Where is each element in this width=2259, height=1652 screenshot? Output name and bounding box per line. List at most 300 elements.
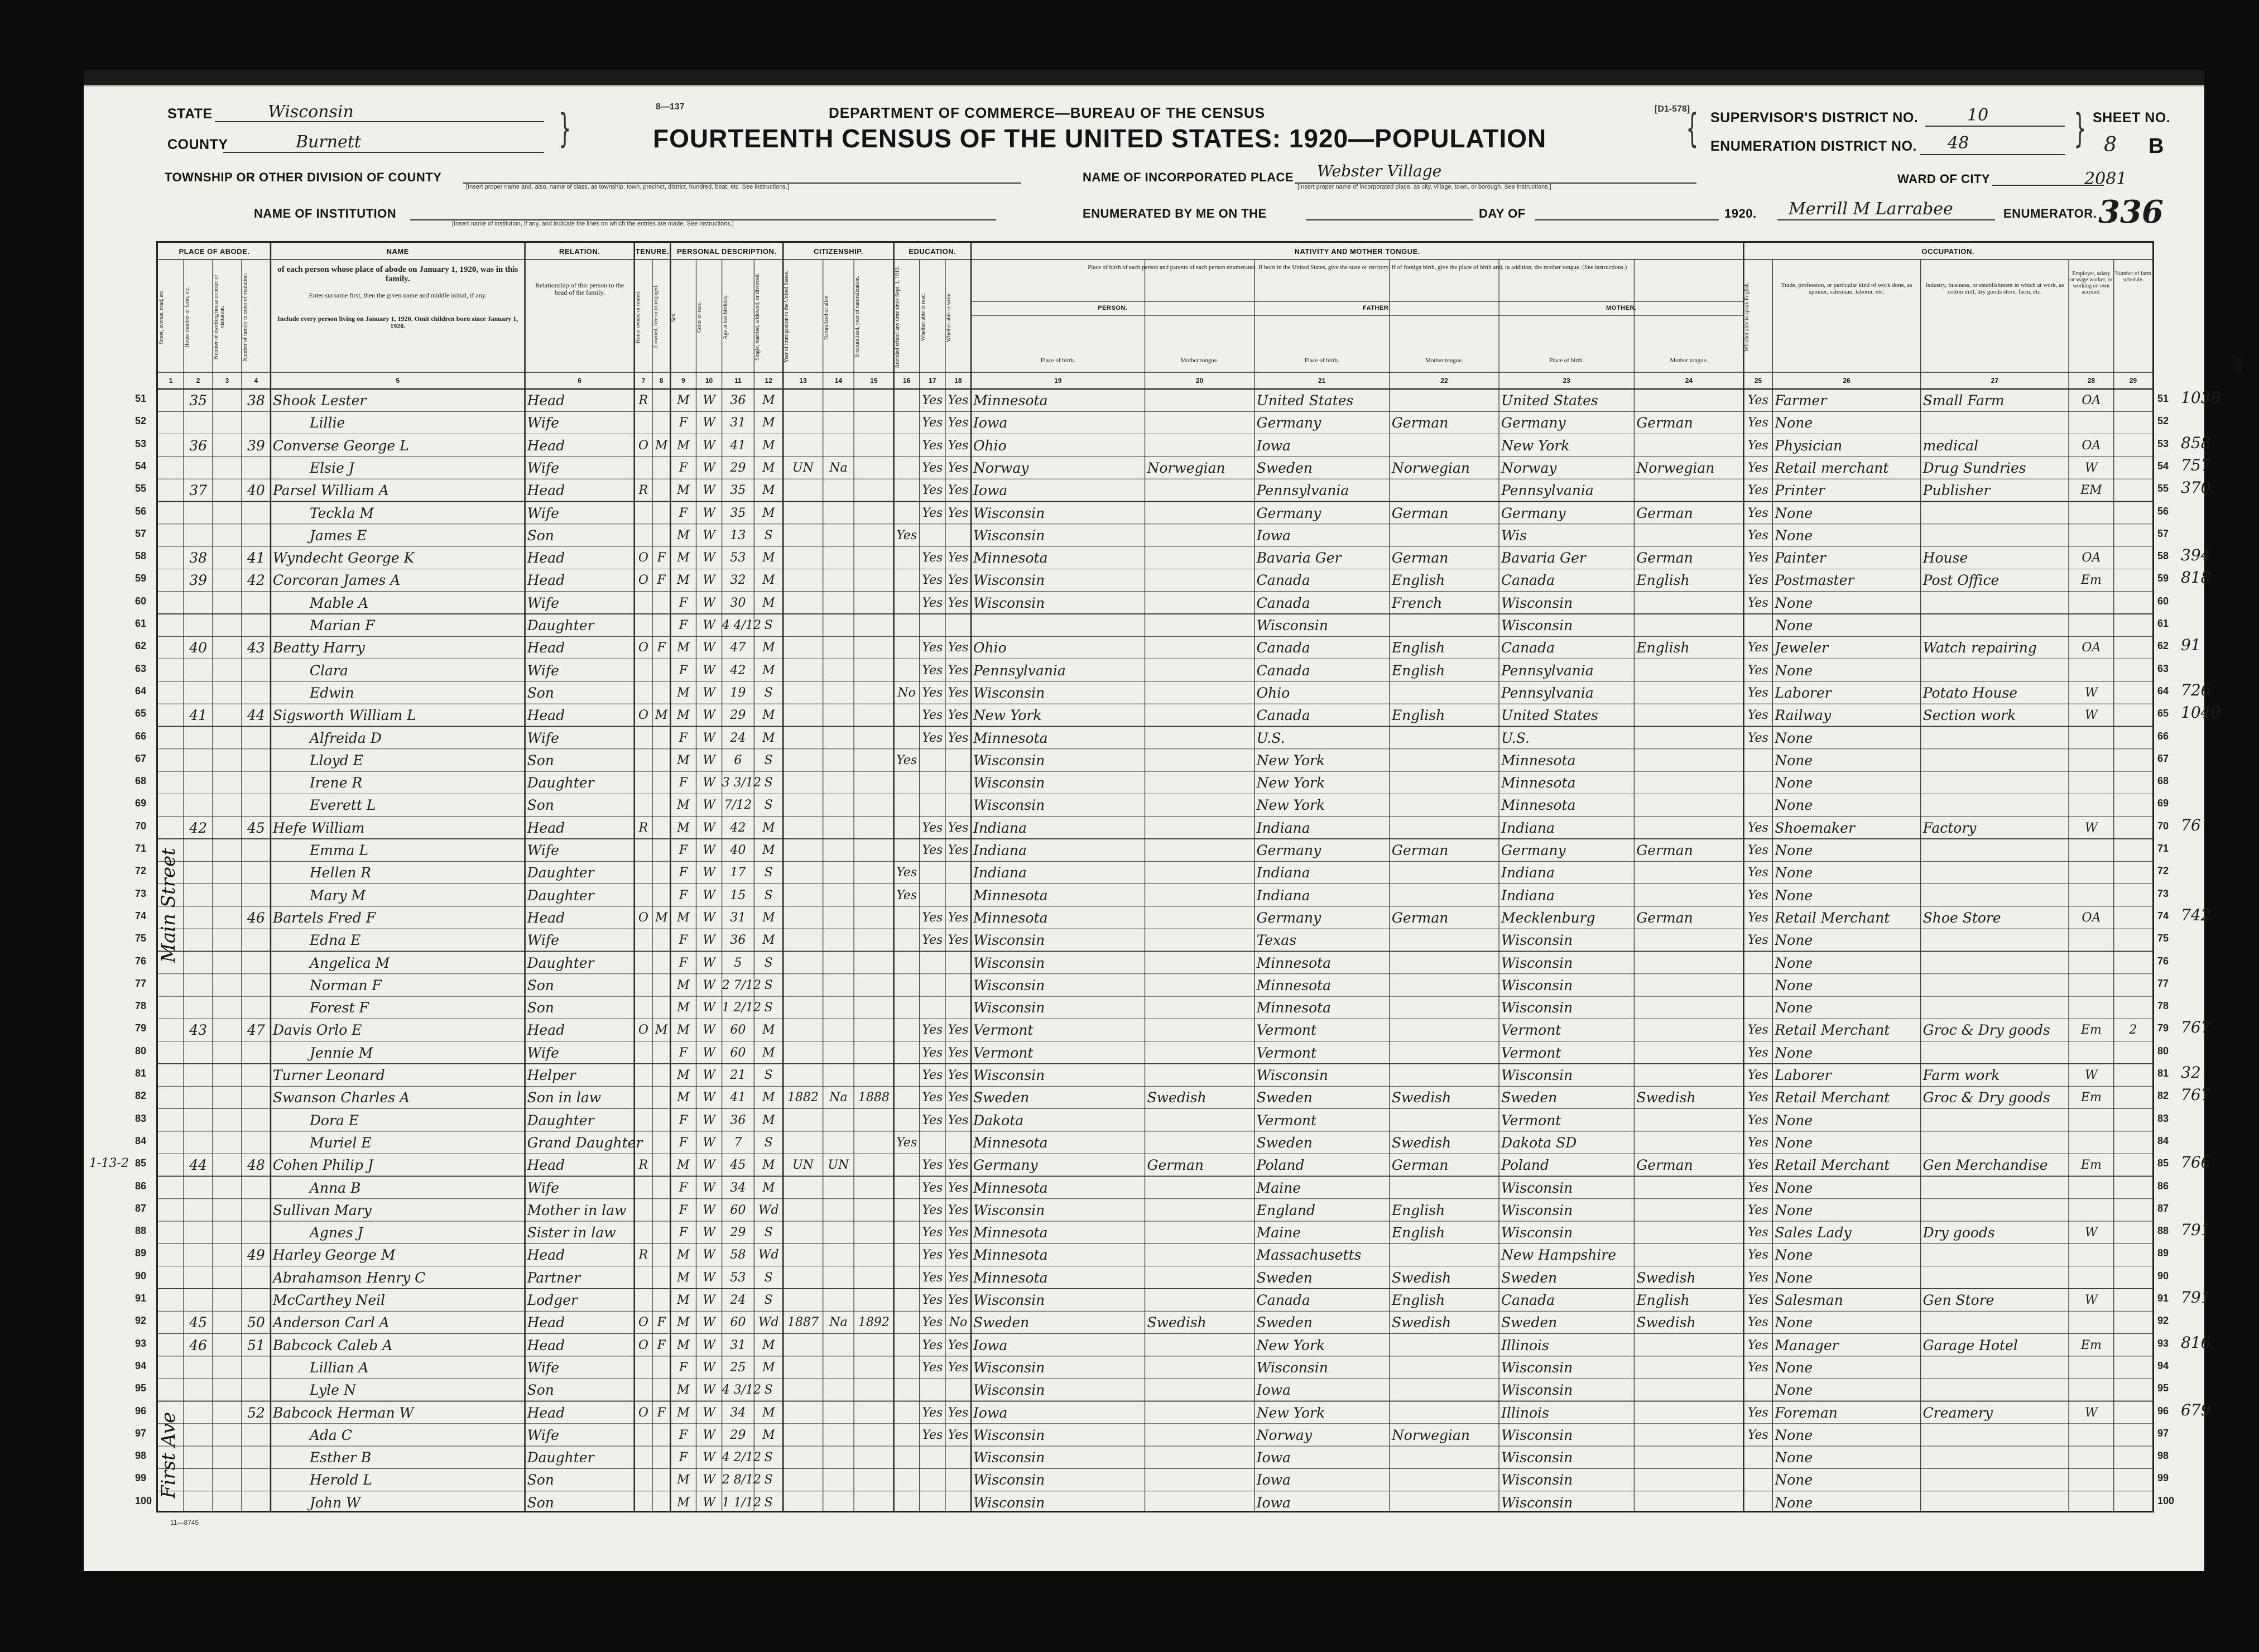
cell-age: 4 3/12 — [722, 1383, 761, 1398]
table-row — [158, 411, 2152, 434]
cell-eng — [1743, 1491, 1772, 1514]
cell-write — [945, 1131, 971, 1154]
cell-imm — [783, 1176, 823, 1199]
ed-label: ENUMERATION DISTRICT NO. — [1710, 138, 1917, 154]
cell-ftongue: German — [1391, 505, 1449, 521]
cell-ms: S — [764, 955, 773, 970]
margin-number: 726 — [2181, 680, 2211, 699]
column-subheader: House number or farm, etc. — [184, 286, 191, 348]
cell-natyr — [854, 502, 894, 525]
cell-ind — [1921, 1468, 2069, 1491]
cell-write — [945, 861, 971, 884]
cell-rel: Head — [527, 707, 565, 724]
cell-trade: None — [1775, 505, 1813, 521]
cell-sex: F — [679, 888, 688, 902]
cell-mpob: Wisconsin — [1501, 594, 1573, 611]
cell-ftongue: English — [1391, 707, 1445, 724]
cell-age: 40 — [730, 843, 746, 857]
line-number-left: 98 — [135, 1450, 147, 1462]
cell-age: 4 2/12 — [722, 1451, 761, 1465]
cell-sex: M — [677, 1383, 690, 1398]
cell-sex: M — [677, 393, 690, 407]
cell-eng — [1743, 1446, 1772, 1469]
cell-free — [652, 1379, 670, 1401]
cell-free — [652, 1289, 670, 1312]
cell-rel: Head — [527, 482, 565, 499]
cell-fam — [242, 1491, 271, 1514]
cell-sex: M — [677, 551, 690, 565]
cell-ind: Groc & Dry goods — [1922, 1022, 2050, 1039]
cell-imm — [783, 1199, 823, 1222]
cell-read: Yes — [922, 685, 943, 700]
cell-sch — [894, 592, 920, 614]
cell-rel: Daughter — [527, 1449, 594, 1466]
cell-name: Lillian A — [309, 1359, 369, 1376]
cell-ms: M — [762, 460, 775, 475]
table-row — [158, 479, 2152, 502]
cell-sch — [894, 1019, 920, 1041]
cell-write — [945, 952, 971, 974]
cell-house — [184, 1401, 213, 1424]
place-value: Webster Village — [1317, 162, 1442, 180]
cell-own — [635, 1446, 652, 1469]
cell-mpob: Minnesota — [1501, 752, 1576, 769]
cell-read — [920, 1131, 945, 1154]
township-note: [Insert proper name and, also, name of class, as township, town, precinct, district, hundred, beat, etc. See instructions.] — [466, 184, 790, 190]
cell-mtongue — [1634, 614, 1743, 637]
cell-nat — [823, 1221, 854, 1244]
column-number: 19 — [1054, 377, 1062, 385]
cell-free: M — [655, 1023, 668, 1038]
cell-fpob: New York — [1256, 1337, 1325, 1353]
cell-pob: Wisconsin — [973, 797, 1045, 814]
cell-race: W — [703, 776, 715, 790]
cell-nat — [823, 749, 854, 772]
cell-natyr — [854, 681, 894, 704]
line-number-left: 92 — [135, 1315, 147, 1327]
cell-write — [945, 974, 971, 997]
margin-number: 858 — [2181, 433, 2211, 452]
cell-mpob: Wisconsin — [1501, 1224, 1573, 1241]
cell-fpob: U.S. — [1256, 729, 1285, 746]
cell-ftongue: Swedish — [1391, 1269, 1451, 1286]
cell-ms: M — [762, 663, 775, 678]
cell-sex: F — [679, 843, 688, 857]
table-row — [158, 1109, 2152, 1132]
cell-read: Yes — [922, 483, 943, 498]
cell-ms: Wd — [758, 1203, 779, 1217]
line-number-right: 62 — [2157, 640, 2169, 652]
cell-sch — [894, 569, 920, 592]
cell-write: Yes — [948, 506, 969, 520]
cell-cls: Em — [2080, 1023, 2102, 1038]
cell-ms: S — [764, 618, 773, 632]
cell-natyr — [854, 929, 894, 952]
column-number: 28 — [2087, 377, 2095, 385]
cell-house — [184, 1199, 213, 1222]
cell-ms: M — [762, 483, 775, 498]
cell-fam — [242, 727, 271, 750]
cell-own: O — [638, 910, 648, 925]
cell-nat — [823, 817, 854, 839]
cell-house — [184, 1243, 213, 1266]
nativity-description: Place of birth of each person and parents of each person enumerated. If born in the United States, give the state or territory. If of foreign birth, give the place of birth and, in addition, the mother tongue. (See instructions.) — [1088, 264, 1627, 271]
cell-free — [652, 974, 670, 997]
cell-ms: M — [762, 393, 775, 407]
cell-pob: Wisconsin — [973, 572, 1045, 589]
cell-house — [184, 1356, 213, 1379]
cell-sch — [894, 614, 920, 637]
cell-ind — [1921, 929, 2069, 952]
cell-free — [652, 839, 670, 862]
cell-read: Yes — [922, 1091, 943, 1105]
cell-cls: OA — [2082, 910, 2101, 925]
cell-name: Converse George L — [272, 437, 409, 454]
cell-name: Hellen R — [309, 865, 372, 881]
table-row — [158, 749, 2152, 772]
cell-mpob: Indiana — [1501, 819, 1555, 836]
cell-rel: Head — [527, 1404, 565, 1421]
cell-age: 24 — [730, 1293, 746, 1307]
cell-cls — [2069, 839, 2114, 862]
cell-own — [635, 794, 652, 817]
cell-eng: Yes — [1747, 1405, 1768, 1420]
cell-ftongue: English — [1391, 640, 1445, 656]
cell-pob: Wisconsin — [973, 1382, 1045, 1399]
day-of-label: DAY OF — [1479, 206, 1526, 220]
cell-ftongue — [1390, 1334, 1499, 1357]
cell-race: W — [703, 1315, 715, 1330]
cell-house — [184, 1221, 213, 1244]
cell-mpob: Canada — [1501, 1292, 1555, 1308]
cell-write: Yes — [948, 1248, 969, 1262]
cell-mpob: Sweden — [1501, 1089, 1558, 1106]
cell-rel: Daughter — [527, 617, 594, 633]
cell-age: 41 — [730, 1091, 746, 1105]
cell-pob: Minnesota — [973, 1269, 1048, 1286]
cell-trade: Physician — [1775, 437, 1843, 454]
cell-age: 21 — [730, 1068, 746, 1082]
cell-ind: Gen Store — [1922, 1292, 1994, 1308]
cell-tongue — [1145, 434, 1255, 457]
cell-cls — [2069, 771, 2114, 794]
cell-natyr — [854, 1154, 894, 1176]
enumerator-label: ENUMERATOR. — [2003, 206, 2097, 220]
cell-eng: Yes — [1747, 438, 1768, 453]
county-value: Burnett — [296, 132, 361, 152]
cell-tongue — [1145, 727, 1255, 750]
table-row — [158, 1446, 2152, 1469]
line-number-right: 60 — [2157, 595, 2169, 607]
cell-cls: W — [2085, 685, 2098, 700]
cell-name: Edwin — [309, 684, 354, 701]
cell-read: Yes — [922, 1248, 943, 1262]
cell-mtongue — [1634, 1401, 1743, 1424]
cell-sch: No — [897, 685, 916, 700]
cell-house — [184, 996, 213, 1019]
cell-write — [945, 996, 971, 1019]
cell-tongue — [1145, 839, 1255, 862]
cell-ms: S — [764, 1383, 773, 1398]
page-fold-edge — [84, 70, 2204, 87]
cell-fam: 50 — [247, 1314, 265, 1331]
cell-eng: Yes — [1747, 416, 1768, 430]
line-number-left: 78 — [135, 1000, 147, 1012]
table-row — [158, 1424, 2152, 1447]
cell-nat — [823, 906, 854, 929]
cell-race: W — [703, 1203, 715, 1217]
cell-trade: None — [1775, 1359, 1813, 1376]
cell-sch — [894, 1199, 920, 1222]
cell-sex: M — [677, 1001, 690, 1015]
cell-fam: 51 — [247, 1337, 265, 1353]
cell-sch — [894, 479, 920, 502]
cell-mtongue — [1634, 1064, 1743, 1087]
cell-mpob: U.S. — [1501, 729, 1530, 746]
cell-imm — [783, 659, 823, 682]
cell-name: Esther B — [309, 1449, 372, 1466]
cell-tongue — [1145, 884, 1255, 907]
cell-race: W — [703, 955, 715, 970]
relation-description: Relationship of this person to the head of the family. — [535, 281, 624, 297]
cell-name: Shook Lester — [272, 392, 367, 409]
cell-trade: None — [1775, 1112, 1813, 1128]
cell-ftongue: German — [1391, 842, 1449, 858]
margin-number: 791 — [2181, 1288, 2211, 1307]
cell-trade: None — [1775, 527, 1813, 544]
cell-read — [920, 884, 945, 907]
column-subheader: If naturalized, year of naturalization. — [854, 276, 861, 358]
cell-sex: M — [677, 753, 690, 767]
cell-natyr: 1888 — [858, 1091, 890, 1105]
cell-fpob: New York — [1256, 775, 1325, 791]
cell-race: W — [703, 416, 715, 430]
cell-read: Yes — [922, 1293, 943, 1307]
cell-sex: M — [677, 1293, 690, 1307]
cell-house — [184, 1424, 213, 1447]
cell-sex: M — [677, 1405, 690, 1420]
cell-read: Yes — [922, 1360, 943, 1375]
cell-tongue: German — [1147, 1157, 1204, 1174]
cell-rel: Son — [527, 1472, 554, 1488]
cell-imm — [783, 1243, 823, 1266]
cell-mpob: Germany — [1501, 505, 1566, 521]
line-number-left: 53 — [135, 438, 147, 449]
cell-rel: Wife — [527, 662, 559, 679]
cell-rel: Mother in law — [527, 1202, 627, 1218]
cell-tongue — [1145, 1356, 1255, 1379]
cell-mtongue: English — [1636, 1292, 1690, 1308]
cell-fam — [242, 457, 271, 479]
trade-description: Trade, profession, or particular kind of work done, as spinner, salesman, laborer, etc. — [1781, 282, 1912, 296]
cell-mtongue — [1634, 434, 1743, 457]
line-number-left: 61 — [135, 618, 147, 629]
cell-name: Swanson Charles A — [272, 1089, 410, 1106]
line-number-left: 76 — [135, 955, 147, 967]
cell-eng: Yes — [1747, 1293, 1768, 1307]
cell-fpob: Texas — [1256, 932, 1297, 949]
table-row — [158, 1311, 2152, 1334]
cell-mtongue — [1634, 1334, 1743, 1357]
cell-read: Yes — [922, 1428, 943, 1442]
cell-ind: Publisher — [1922, 482, 1991, 499]
cell-sch: Yes — [896, 753, 917, 767]
cell-own — [635, 1424, 652, 1447]
cell-trade: None — [1775, 1269, 1813, 1286]
cell-free — [652, 996, 670, 1019]
cell-age: 42 — [730, 820, 746, 835]
cell-sex: F — [679, 1203, 688, 1217]
cell-ind — [1921, 1176, 2069, 1199]
county-label: COUNTY — [167, 137, 228, 152]
cell-ind — [1921, 1446, 2069, 1469]
cell-rel: Head — [527, 819, 565, 836]
column-number: 6 — [578, 377, 581, 385]
cell-pob: Wisconsin — [973, 594, 1045, 611]
cell-sex: F — [679, 1113, 688, 1127]
cell-fpob: Germany — [1256, 842, 1321, 858]
cell-mtongue — [1634, 1356, 1743, 1379]
column-number: 10 — [705, 377, 713, 385]
cell-tongue — [1145, 1109, 1255, 1132]
cell-imm — [783, 1266, 823, 1289]
cell-sex: M — [677, 1091, 690, 1105]
line-number-right: 79 — [2157, 1022, 2169, 1034]
cell-write: Yes — [948, 573, 969, 588]
cell-house — [184, 1176, 213, 1199]
table-row — [158, 614, 2152, 637]
supervisor-value: 10 — [1967, 105, 1989, 125]
cell-fpob: Norway — [1256, 1427, 1312, 1443]
cell-cls — [2069, 952, 2114, 974]
cell-trade: None — [1775, 1449, 1813, 1466]
cell-natyr — [854, 546, 894, 569]
column-number: 27 — [1991, 377, 1999, 385]
cell-write: Yes — [948, 708, 969, 723]
cell-free: F — [657, 551, 666, 565]
cell-name: Sullivan Mary — [272, 1202, 372, 1218]
cell-ms: M — [762, 1113, 775, 1127]
cell-ind: Farm work — [1922, 1067, 2000, 1083]
cell-house: 45 — [189, 1314, 207, 1331]
cell-own — [635, 952, 652, 974]
cell-fpob: Vermont — [1256, 1044, 1317, 1061]
line-number-left: 96 — [135, 1405, 147, 1416]
cell-age: 60 — [730, 1315, 746, 1330]
cell-eng: Yes — [1747, 573, 1768, 588]
line-number-right: 61 — [2157, 618, 2169, 629]
cell-mtongue — [1634, 1468, 1743, 1491]
cell-cls: EM — [2080, 483, 2102, 498]
cell-read — [920, 1491, 945, 1514]
cell-nat — [823, 1019, 854, 1041]
cell-cls — [2069, 614, 2114, 637]
cell-ftongue — [1390, 1468, 1499, 1491]
cell-nat — [823, 996, 854, 1019]
cell-sch — [894, 996, 920, 1019]
cell-age: 15 — [730, 888, 746, 902]
cell-own — [635, 681, 652, 704]
cell-natyr — [854, 1221, 894, 1244]
cell-name: Alfreida D — [309, 729, 382, 746]
cell-nat — [823, 771, 854, 794]
cell-mtongue — [1634, 1243, 1743, 1266]
line-number-right: 96 — [2157, 1405, 2169, 1416]
cell-mpob: Wisconsin — [1501, 617, 1573, 633]
cell-pob: Wisconsin — [973, 505, 1045, 521]
cell-free — [652, 929, 670, 952]
cell-sch — [894, 411, 920, 434]
cell-rel: Head — [527, 437, 565, 454]
cell-ftongue — [1390, 434, 1499, 457]
cell-mtongue — [1634, 794, 1743, 817]
line-number-left: 62 — [135, 640, 147, 652]
cell-fam — [242, 1199, 271, 1222]
cell-fpob: Ohio — [1256, 684, 1290, 701]
cell-sex: M — [677, 483, 690, 498]
cell-ms: M — [762, 1180, 775, 1195]
cell-fpob: Massachusetts — [1256, 1247, 1362, 1264]
cell-rel: Head — [527, 1247, 565, 1264]
cell-ms: M — [762, 910, 775, 925]
cell-read — [920, 861, 945, 884]
cell-trade: None — [1775, 594, 1813, 611]
cell-tongue: Swedish — [1147, 1089, 1207, 1106]
form-code: [D1-578] — [1655, 104, 1690, 114]
cell-mtongue — [1634, 1131, 1743, 1154]
cell-read — [920, 952, 945, 974]
cell-house — [184, 614, 213, 637]
cell-fam: 48 — [247, 1157, 265, 1174]
cell-name: Hefe William — [272, 819, 365, 836]
group-header: EDUCATION. — [909, 247, 957, 256]
line-number-right: 53 — [2157, 438, 2169, 449]
cell-sch — [894, 1221, 920, 1244]
cell-cls: OA — [2082, 551, 2101, 565]
cell-fpob: Germany — [1256, 415, 1321, 431]
cell-ind — [1921, 502, 2069, 525]
margin-number: 370 — [2181, 478, 2211, 497]
column-number: 24 — [1685, 377, 1693, 385]
cell-fpob: Sweden — [1256, 459, 1313, 476]
cell-nat — [823, 727, 854, 750]
cell-read: Yes — [922, 416, 943, 430]
column-subheader: Whether able to write. — [945, 292, 952, 342]
cell-eng: Yes — [1747, 1338, 1768, 1352]
column-subheader: Color or race. — [696, 301, 703, 333]
cell-eng: Yes — [1747, 888, 1768, 902]
cell-write — [945, 749, 971, 772]
cell-own: R — [638, 393, 648, 407]
cell-cls — [2069, 411, 2114, 434]
line-number-right: 70 — [2157, 820, 2169, 832]
cell-natyr — [854, 861, 894, 884]
cell-ms: M — [762, 1091, 775, 1105]
cell-house: 41 — [189, 707, 207, 724]
cell-own — [635, 411, 652, 434]
cell-mtongue: Norwegian — [1636, 459, 1715, 476]
cell-sch — [894, 952, 920, 974]
cell-natyr — [854, 1468, 894, 1491]
cell-name: Edna E — [309, 932, 361, 949]
cell-age: 35 — [730, 483, 746, 498]
cell-mpob: Wisconsin — [1501, 1472, 1573, 1488]
cell-cls: Em — [2080, 1158, 2102, 1173]
cell-rel: Son — [527, 977, 554, 993]
table-row — [158, 681, 2152, 704]
cell-tongue — [1145, 614, 1255, 637]
cell-rel: Head — [527, 1337, 565, 1353]
